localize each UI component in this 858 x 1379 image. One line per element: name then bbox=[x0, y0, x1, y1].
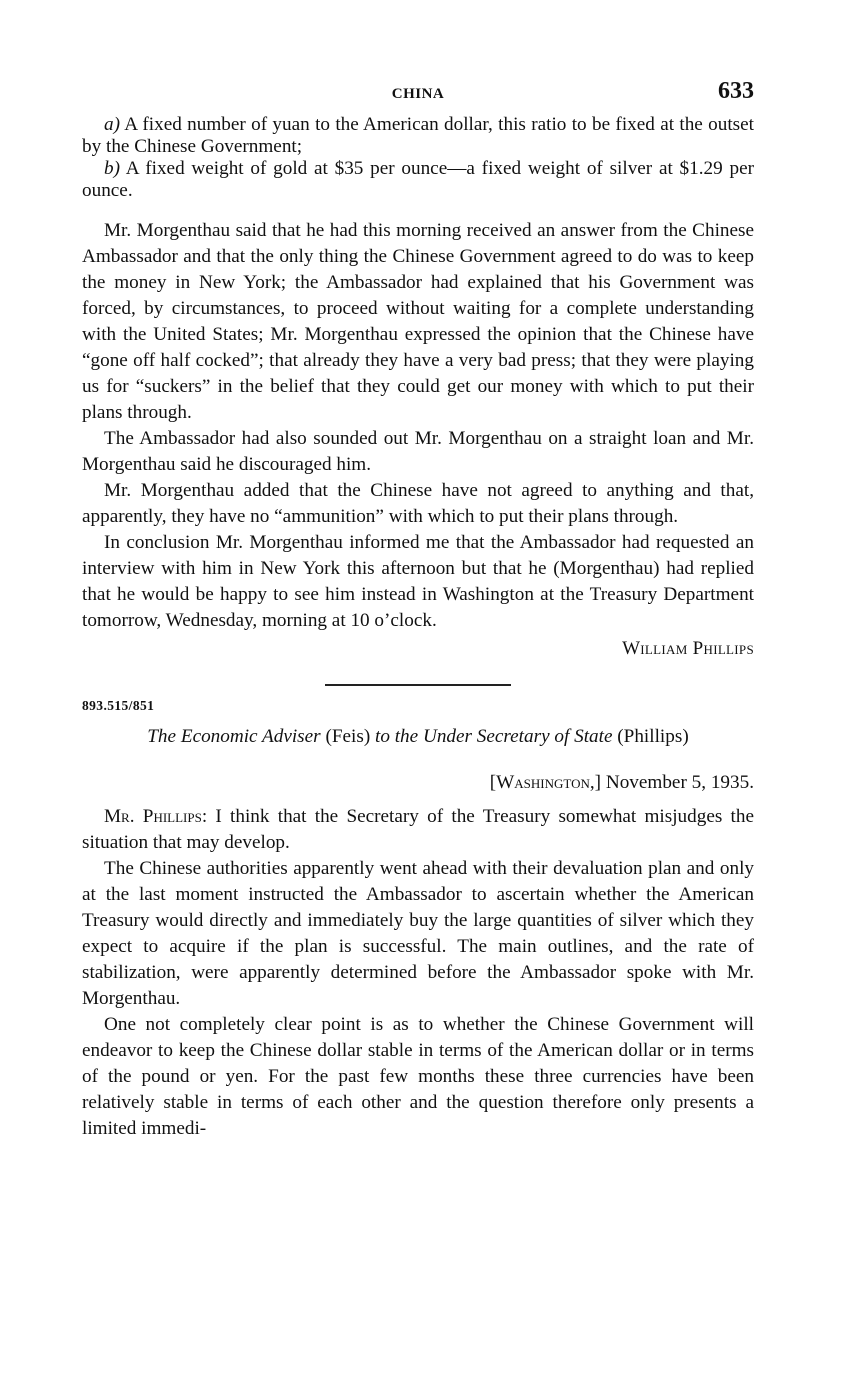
dateline-place: [Washington,] bbox=[489, 772, 602, 793]
document-title-part3: to the Under Secretary of State bbox=[375, 726, 613, 747]
list-label-a: a) bbox=[104, 114, 120, 135]
list-text-b: A fixed weight of gold at $35 per ounce—a fixed weight of silver at $1.29 per ounce. bbox=[82, 158, 754, 201]
signature-name: William Phillips bbox=[622, 638, 754, 659]
list-block bbox=[82, 114, 754, 202]
paragraph: The Ambassador had also sounded out Mr. Morgenthau on a straight loan and Mr. Morgenthau said he discouraged him. bbox=[82, 428, 754, 475]
list-label-b: b) bbox=[104, 158, 120, 179]
salutation: Mr. Phillips: bbox=[104, 806, 208, 827]
document-title-part2: (Feis) bbox=[325, 726, 371, 747]
section-divider bbox=[325, 684, 511, 686]
running-title: CHINA bbox=[391, 86, 445, 102]
paragraph: The Chinese authorities apparently went ahead with their devaluation plan and only at the last moment instructed the Ambassador to ascertain whether the American Treasury would directly and immediately buy the large quantities of silver which they expect to acquire if the plan is successful. The main outlines, and the rate of stabilization, were apparently determined before the Ambassador spoke with Mr. Morgenthau. bbox=[82, 858, 754, 1009]
file-number: 893.515/851 bbox=[82, 698, 155, 713]
list-item-b bbox=[82, 158, 754, 202]
paragraph: In conclusion Mr. Morgenthau informed me that the Ambassador had requested an interview with him in New York this afternoon but that he (Morgenthau) had replied that he would be happy to see him instead in Washington at the Treasury Department tomorrow, Wednesday, morning at 10 o’clock. bbox=[82, 532, 754, 631]
list-text-a: A fixed number of yuan to the American dollar, this ratio to be fixed at the outset by the Chinese Government; bbox=[82, 114, 754, 157]
document-title bbox=[82, 724, 754, 750]
paragraph: One not completely clear point is as to whether the Chinese Government will endeavor to keep the Chinese dollar stable in terms of the American dollar or in terms of the pound or yen. For the past few months these three currencies have been relatively stable in terms of each other and the question therefore only presents a limited immedi- bbox=[82, 1014, 754, 1139]
list-item-a bbox=[82, 114, 754, 158]
running-head bbox=[82, 78, 754, 114]
paragraph: Mr. Morgenthau added that the Chinese have not agreed to anything and that, apparently, they have no “ammunition” with which to put their plans through. bbox=[82, 480, 754, 527]
paragraph: Mr. Morgenthau said that he had this morning received an answer from the Chinese Ambassador and that the only thing the Chinese Government agreed to do was to keep the money in New York; the Ambassador had explained that his Government was forced, by circumstances, to proceed without waiting for a complete understanding with the United States; Mr. Morgenthau expressed the opinion that the Chinese have “gone off half cocked”; that already they have a very bad press; that they were playing us for “suckers” in the belief that they could get our money with which to put their plans through. bbox=[82, 220, 754, 423]
dateline-date: November 5, 1935. bbox=[605, 772, 754, 793]
page-number: 633 bbox=[718, 78, 754, 104]
document-title-part1: The Economic Adviser bbox=[147, 726, 321, 747]
signature bbox=[82, 636, 754, 662]
document-page bbox=[82, 78, 754, 1142]
dateline bbox=[82, 770, 754, 796]
document-title-part4: (Phillips) bbox=[617, 726, 689, 747]
paragraph-text: I think that the Secretary of the Treasury somewhat misjudges the situation that may develop. bbox=[82, 806, 755, 853]
salutation-paragraph bbox=[82, 804, 754, 856]
